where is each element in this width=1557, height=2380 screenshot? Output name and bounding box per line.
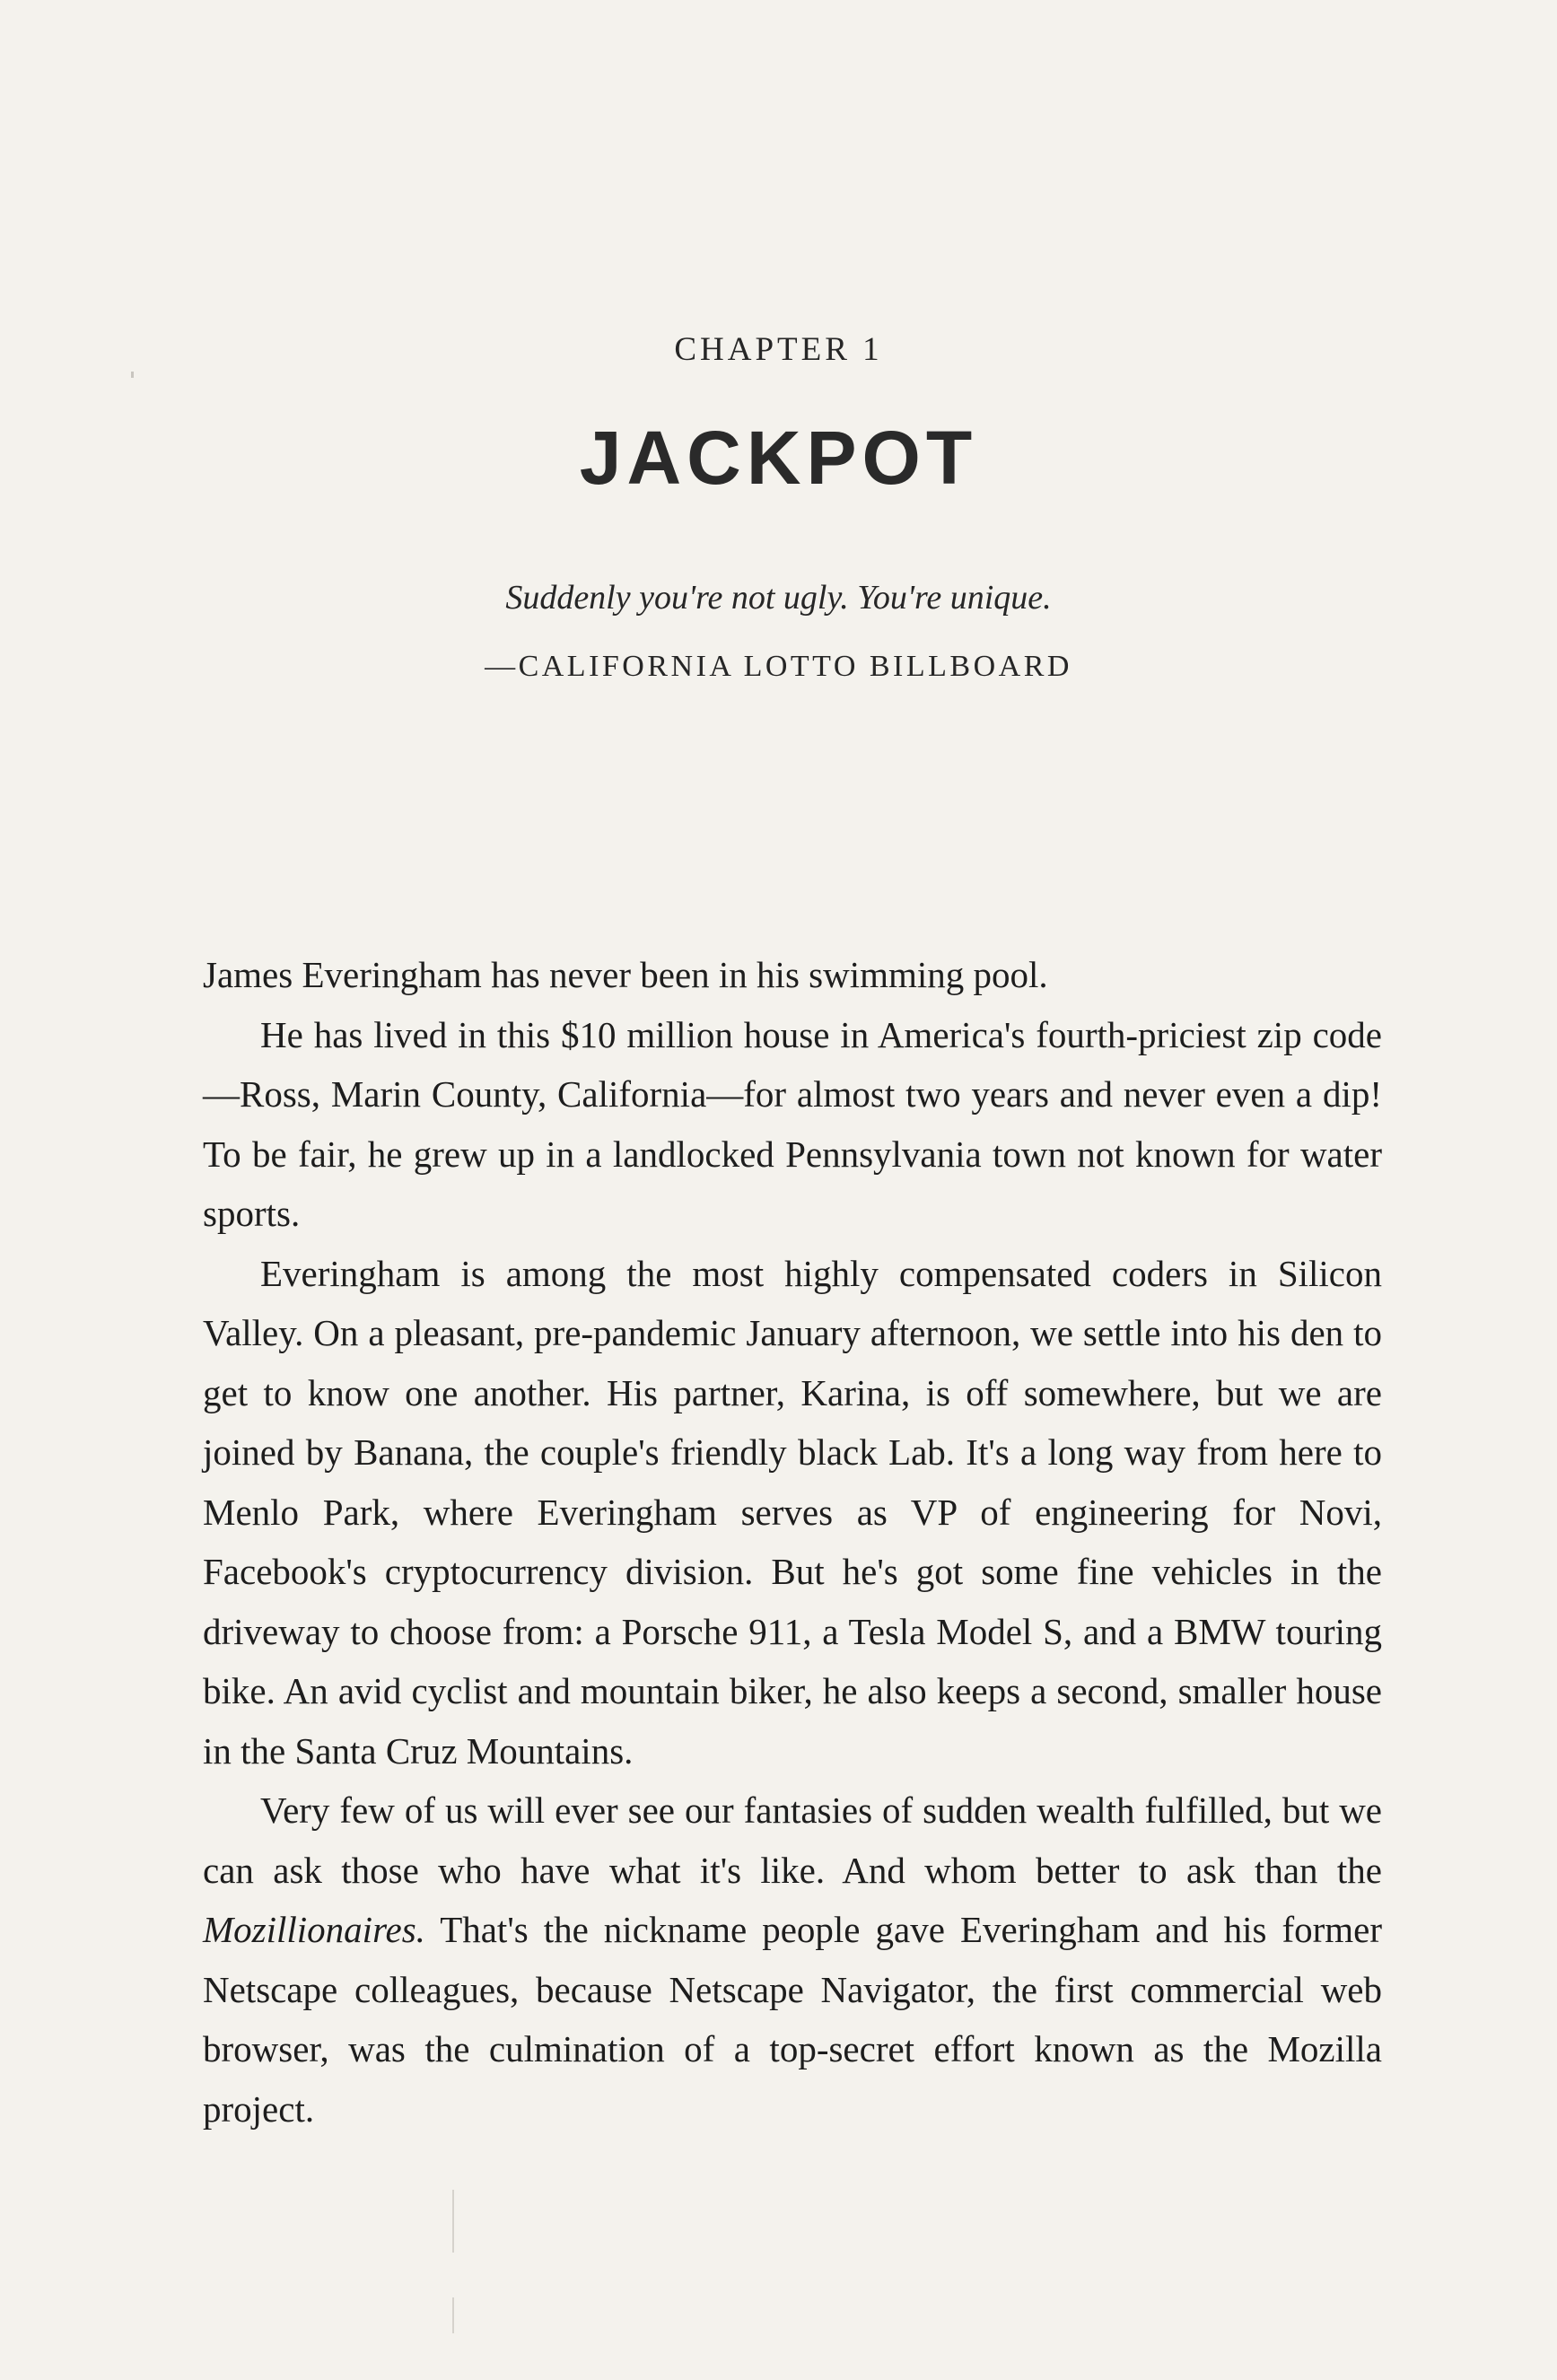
scan-line [452,2297,454,2333]
epigraph-attribution: —CALIFORNIA LOTTO BILLBOARD [485,650,1072,683]
chapter-title: JACKPOT [579,416,978,500]
emphasized-term: Mozillionaires. [203,1909,425,1950]
chapter-number: CHAPTER 1 [674,331,883,368]
paragraph-text: James Everingham has never been in his swimming pool. [203,954,1048,995]
paragraph-text: He has lived in this $10 million house in America's fourth-priciest zip code—Ross, Marin County, California—for almost two years and never even a dip! To be fair, he grew up in a landlocked Pennsylvania town not known for water sports. [203,1013,1382,1234]
paragraph-text: Everingham is among the most highly compensated coders in Silicon Valley. On a pleasant, pre-pandemic January afternoon, we settle into his den to get to know one another. His partner, Karina, is off somewhere, but we are joined by Banana, the couple's friendly black Lab. It's a long way from here to Menlo Park, where Everingham serves as VP of engineering for Novi, Facebook's cryptocurrency division. But he's got some fine vehicles in the driveway to choose from: a Porsche 911, a Tesla Model S, and a BMW touring bike. An avid cyclist and mountain biker, he also keeps a second, smaller house in the Santa Cruz Mountains. [203,1252,1382,1772]
paragraph-text: Very few of us will ever see our fantasies of sudden wealth fulfilled, but we can ask those who have what it's like. And whom better to ask than the [203,1789,1382,1891]
scan-speck [131,372,134,378]
paragraph [203,1244,1382,1781]
epigraph-quote: Suddenly you're not ugly. You're unique. [505,579,1052,617]
paragraph [203,945,1382,1005]
paragraph-text: That's the nickname people gave Everingham and his former Netscape colleagues, because Netscape Navigator, the first commercial web browser, was the culmination of a top-secret effort known as the Mozilla project. [203,1909,1382,2130]
chapter-body [203,945,1382,2139]
scan-line [452,2190,454,2253]
paragraph [203,1781,1382,2139]
paragraph [203,1005,1382,1244]
